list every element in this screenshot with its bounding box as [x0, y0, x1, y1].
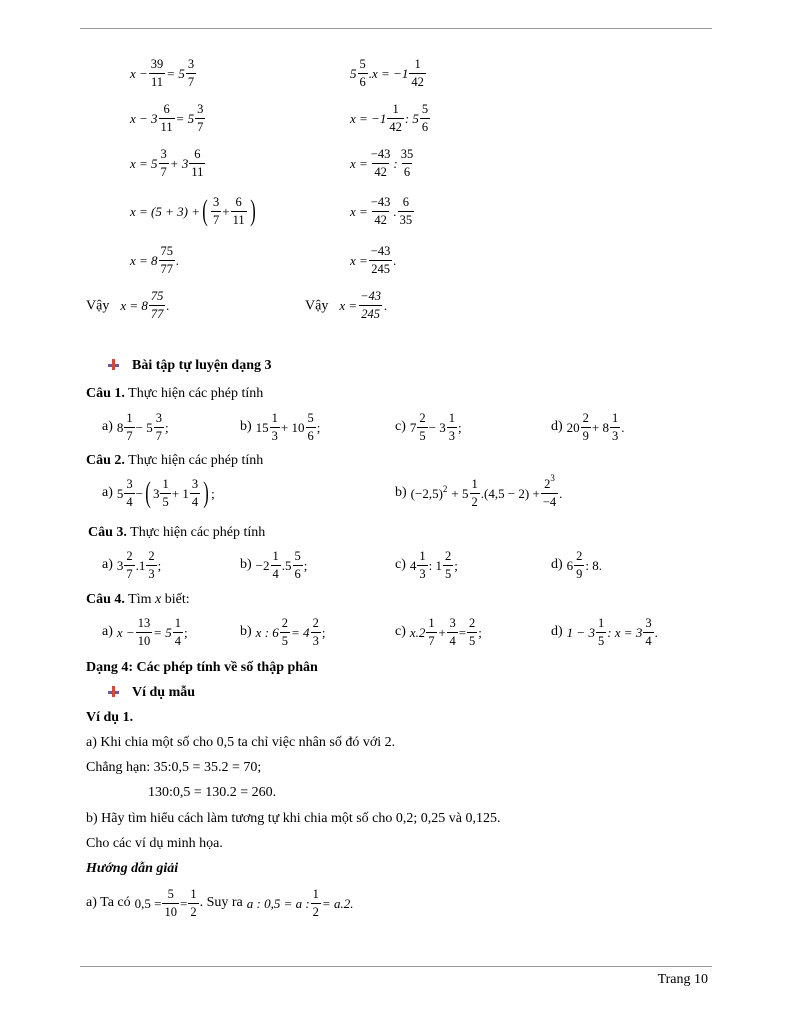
q3-item: [551, 550, 602, 580]
sample-heading-text: Ví dụ mẫu: [132, 685, 196, 700]
answer-line: [86, 888, 353, 918]
denominator: 3: [271, 428, 278, 443]
numerator: −43: [370, 244, 391, 258]
numerator: 2: [582, 411, 589, 425]
item-tag: c): [395, 557, 406, 572]
numerator: 39: [150, 57, 164, 71]
question-2-b: [395, 473, 563, 509]
math-part: x −: [130, 65, 148, 81]
math-part: .1: [135, 557, 146, 573]
math-part: ;: [321, 624, 326, 640]
math-part: 1 − 3: [566, 624, 595, 640]
math-part: x.2: [409, 624, 426, 640]
denominator: 42: [374, 164, 387, 179]
fraction: [159, 245, 176, 275]
numerator: 2: [419, 411, 426, 425]
math-part: +: [437, 624, 447, 640]
numerator: −43: [360, 289, 382, 303]
math-part: −: [135, 485, 143, 501]
fraction: [358, 290, 383, 320]
sample-heading: [108, 685, 195, 701]
numerator: −43: [370, 147, 391, 161]
numerator: 5: [359, 57, 366, 71]
item-tag: a): [102, 485, 113, 500]
math-part: +: [222, 203, 230, 219]
math-part: ;: [164, 419, 169, 435]
math-part: =: [179, 895, 188, 911]
practice-heading: [108, 358, 272, 374]
math-part: .: [559, 485, 563, 501]
numerator: 1: [271, 411, 278, 425]
fraction: $\frac{2^3}{-4}$: [542, 473, 557, 509]
q4-item: [240, 617, 325, 647]
numerator: 2: [281, 616, 289, 630]
math-part: x − 3: [130, 110, 158, 126]
math-part: .: [176, 252, 180, 268]
denominator: 245: [361, 306, 380, 321]
fraction: [643, 617, 653, 647]
math-part: x =: [350, 155, 368, 171]
denominator: 7: [428, 633, 435, 648]
example-step: [130, 103, 206, 133]
math-part: + 3: [169, 155, 189, 171]
fraction: [306, 412, 316, 442]
bullet-icon: [108, 358, 120, 370]
denominator: 6: [294, 566, 301, 581]
example-line-d: b) Hãy tìm hiểu cách làm tương tự khi chia một số cho 0,2; 0,25 và 0,125.: [86, 811, 501, 826]
numerator: 2: [576, 549, 583, 563]
math-part: ;: [457, 419, 462, 435]
question-3-text: Thực hiện các phép tính: [130, 525, 266, 540]
math-part: + 5: [451, 485, 469, 501]
numerator: 75: [150, 289, 164, 303]
numerator: 5: [307, 411, 314, 425]
math-part: : 5: [404, 110, 419, 126]
numerator: 1: [612, 411, 619, 425]
math-part: 8: [116, 419, 124, 435]
math-part: 5: [350, 65, 357, 81]
fraction: [149, 290, 166, 320]
math-part: + 8: [591, 419, 610, 435]
fraction: [369, 245, 393, 275]
fraction: [159, 103, 175, 133]
fraction: [280, 617, 290, 647]
math-part: x −: [116, 624, 135, 640]
math-part: + 10: [280, 419, 305, 435]
math-part: ;: [157, 557, 162, 573]
question-1-text: Thực hiện các phép tính: [128, 386, 264, 401]
section-4-title: Dạng 4: Các phép tính về số thập phân: [86, 660, 318, 675]
fraction: [136, 617, 153, 647]
math-part: 3: [152, 485, 160, 501]
math-part: x = −1: [350, 110, 387, 126]
fraction: [173, 617, 183, 647]
answer-mid: . Suy ra: [199, 895, 243, 910]
math-part: ;: [183, 624, 188, 640]
math-part: = 4: [291, 624, 310, 640]
numerator: 5: [421, 102, 429, 116]
fraction: [387, 103, 404, 133]
fraction: [186, 58, 196, 88]
denominator: 7: [160, 164, 167, 179]
fraction: [420, 103, 430, 133]
example-line-a: a) Khi chia một số cho 0,5 ta chỉ việc nhân số đó với 2.: [86, 735, 396, 750]
denominator: 9: [576, 566, 583, 581]
fraction: [271, 550, 281, 580]
question-2-label: Câu 2.: [86, 453, 125, 468]
denominator: 7: [197, 119, 204, 134]
math-part: x = (5 + 3) +: [130, 203, 200, 219]
denominator: 6: [359, 74, 366, 89]
question-2-text: Thực hiện các phép tính: [128, 453, 264, 468]
q1-item: [240, 412, 320, 442]
math-part: − 3: [428, 419, 446, 435]
item-tag: c): [395, 624, 406, 639]
math-part: .: [393, 252, 397, 268]
denominator: 77: [150, 306, 164, 321]
fraction: [195, 103, 205, 133]
denominator: 42: [411, 74, 424, 89]
item-tag: a): [102, 419, 113, 434]
example-step: x = (5 + 3) + ( $\frac{3}{7}$ + $\frac{6}{11}$ ): [130, 194, 256, 227]
q4-item: [395, 617, 482, 647]
numerator: 6: [402, 195, 409, 209]
denominator: 7: [187, 74, 195, 89]
item-tag: a): [102, 557, 113, 572]
fraction: [426, 617, 436, 647]
math-part: = a.2.: [321, 895, 354, 911]
fraction: [124, 550, 134, 580]
fraction: [467, 617, 477, 647]
denominator: 3: [148, 566, 155, 581]
numerator: 3: [645, 616, 652, 630]
denominator: 7: [155, 428, 162, 443]
math-part: .5: [281, 557, 292, 573]
example-line-e: Cho các ví dụ minh họa.: [86, 836, 223, 851]
numerator: 1: [428, 616, 435, 630]
fraction: [596, 617, 606, 647]
denominator: 3: [419, 566, 426, 581]
conclusion-left: [86, 290, 170, 320]
math-part: ;: [454, 557, 458, 573]
denominator: 245: [371, 261, 390, 276]
fraction: [417, 412, 427, 442]
denominator: 5: [597, 633, 605, 648]
q3-item: [102, 550, 161, 580]
numerator: 2: [126, 549, 133, 563]
conclusion-label: Vậy: [86, 298, 110, 314]
math-part: : 1: [428, 557, 443, 573]
question-4-text: Tìm: [128, 592, 152, 607]
math-part: 5: [116, 485, 124, 501]
math-part: (−2,5): [410, 485, 443, 501]
numerator: 1: [448, 411, 455, 425]
bullet-icon: [108, 685, 120, 697]
numerator: 1: [392, 102, 399, 116]
denominator: 10: [137, 633, 151, 648]
numerator: 6: [235, 195, 242, 209]
denominator: 5: [281, 633, 289, 648]
math-part: .: [384, 297, 388, 313]
fraction: [149, 58, 166, 88]
fraction: [447, 617, 457, 647]
numerator: 2: [469, 616, 476, 630]
math-part: 0,5 =: [134, 895, 162, 911]
conclusion-label: Vậy: [305, 298, 329, 314]
numerator: 13: [137, 616, 151, 630]
math-part: : x = 3: [607, 624, 643, 640]
numerator: 75: [160, 244, 174, 258]
question-1-label: Câu 1.: [86, 386, 125, 401]
fraction: 1 2: [471, 477, 478, 509]
numerator: 3: [197, 102, 204, 116]
practice-heading-text: Bài tập tự luyện dạng 3: [132, 358, 272, 373]
numerator: 2: [445, 549, 452, 563]
denominator: 5: [419, 428, 426, 443]
numerator: 2: [312, 616, 319, 630]
math-part: ;: [316, 419, 321, 435]
denominator: 9: [582, 428, 589, 443]
fraction: 3 4: [126, 477, 133, 509]
fraction: [358, 58, 368, 88]
example-line-b: Chẳng hạn: 35:0,5 = 35.2 = 70;: [86, 760, 262, 775]
guide-heading: Hướng dẫn giải: [86, 861, 179, 876]
numerator: 35: [400, 147, 414, 161]
example-step: [350, 103, 431, 133]
fraction: [124, 412, 134, 442]
denominator: 42: [374, 212, 387, 227]
math-part: : 8.: [585, 557, 603, 573]
math-part: ;: [303, 557, 308, 573]
denominator: 4: [645, 633, 652, 648]
fraction: [293, 550, 303, 580]
q3-item: [240, 550, 307, 580]
math-part: a : 0,5 = a :: [246, 895, 310, 911]
math-part: x = 5: [130, 155, 158, 171]
q1-item: [551, 412, 625, 442]
example-step: [350, 245, 397, 275]
math-part: 7: [409, 419, 417, 435]
numerator: 6: [194, 147, 201, 161]
math-part: ;: [478, 624, 482, 640]
math-part: = 5: [175, 110, 195, 126]
math-part: 6: [566, 557, 574, 573]
page-number: Trang 10: [657, 972, 708, 987]
question-4-var: x: [155, 592, 162, 607]
math-part: −2: [255, 557, 270, 573]
item-tag: b): [240, 557, 252, 572]
fraction: [447, 412, 457, 442]
math-part: .: [621, 419, 625, 435]
numerator: −43: [370, 195, 391, 209]
item-tag: a): [102, 624, 113, 639]
question-1: [86, 386, 263, 402]
question-4-text2: biết:: [164, 592, 190, 607]
math-part: .x = −1: [368, 65, 409, 81]
math-part: =: [458, 624, 467, 640]
question-2: [86, 453, 263, 469]
example-line-c: 130:0,5 = 130.2 = 260.: [148, 785, 277, 800]
fraction: [154, 412, 164, 442]
conclusion-left-math: [120, 290, 169, 320]
numerator: 3: [449, 616, 456, 630]
item-tag: b): [395, 485, 407, 500]
math-part: ;: [211, 485, 215, 501]
denominator: 3: [312, 633, 319, 648]
fraction: [231, 196, 247, 226]
example-label: Ví dụ 1.: [86, 710, 134, 725]
fraction: [270, 412, 280, 442]
fraction: [159, 148, 169, 178]
footer-rule: [80, 966, 712, 967]
fraction: 1 5: [162, 477, 169, 509]
fraction: [189, 148, 205, 178]
numerator: 3: [187, 57, 195, 71]
answer-pre: a) Ta có: [86, 895, 131, 910]
question-3: [88, 525, 265, 541]
q1-item: [395, 412, 462, 442]
math-part: = 5: [153, 624, 172, 640]
fraction: [311, 617, 321, 647]
denominator: 77: [160, 261, 174, 276]
denominator: 5: [445, 566, 452, 581]
numerator: 2: [148, 549, 155, 563]
denominator: 6: [421, 119, 429, 134]
math-part: .: [393, 203, 397, 219]
math-part: :: [393, 155, 398, 171]
numerator: 1: [126, 411, 133, 425]
item-tag: d): [551, 557, 563, 572]
numerator: 1: [272, 549, 279, 563]
math-part: x : 6: [255, 624, 279, 640]
numerator: 1: [414, 57, 421, 71]
item-tag: d): [551, 419, 563, 434]
item-tag: c): [395, 419, 406, 434]
example-step: [350, 148, 416, 178]
math-part: .: [654, 624, 658, 640]
q4-item: [551, 617, 658, 647]
math-part: − 5: [135, 419, 153, 435]
denominator: 7: [126, 428, 133, 443]
example-step: [130, 148, 206, 178]
denominator: 6: [307, 428, 314, 443]
denominator: 4: [174, 633, 181, 648]
fraction: [417, 550, 427, 580]
numerator: 1: [597, 616, 605, 630]
numerator: 1: [419, 549, 426, 563]
item-tag: b): [240, 624, 252, 639]
q4-item: [102, 617, 188, 647]
denominator: 7: [126, 566, 133, 581]
fraction: [443, 550, 453, 580]
fraction: [146, 550, 156, 580]
item-tag: b): [240, 419, 252, 434]
fraction: [398, 196, 415, 226]
math-part: + 1: [171, 485, 189, 501]
denominator: 4: [449, 633, 456, 648]
fraction: [574, 550, 584, 580]
math-part: x = 8: [120, 297, 148, 313]
fraction: [211, 196, 221, 226]
numerator: 3: [155, 411, 162, 425]
fraction: [369, 196, 393, 226]
numerator: 3: [160, 147, 167, 161]
denominator: 42: [389, 119, 402, 134]
denominator: 4: [272, 566, 279, 581]
fraction: [581, 412, 591, 442]
numerator: 5: [294, 549, 301, 563]
conclusion-right-math: [339, 290, 387, 320]
example-step: [350, 58, 427, 88]
example-step: [350, 196, 415, 226]
q1-item: [102, 412, 169, 442]
fraction: [399, 148, 416, 178]
fraction: [409, 58, 426, 88]
question-3-label: Câu 3.: [88, 525, 127, 540]
math-part: x = 8: [130, 252, 158, 268]
math-part: x =: [339, 297, 358, 313]
example-step: [130, 58, 197, 88]
math-part: 15: [255, 419, 269, 435]
fraction: $\frac{1}{2}$: [190, 887, 197, 919]
fraction: $\frac{1}{2}$: [312, 887, 319, 919]
conclusion-right: [305, 290, 387, 320]
q3-item: [395, 550, 458, 580]
math-part: x =: [350, 252, 368, 268]
math-part: x =: [350, 203, 368, 219]
denominator: 3: [612, 428, 619, 443]
math-part: 3: [116, 557, 124, 573]
fraction: $\frac{5}{10}$: [164, 887, 177, 919]
math-part: = 5: [166, 65, 185, 81]
denominator: 7: [213, 212, 220, 227]
denominator: 5: [469, 633, 476, 648]
math-part: .(4,5 − 2) +: [480, 485, 540, 501]
math-part: .: [166, 297, 170, 313]
question-4: [86, 592, 190, 608]
math-part: 4: [409, 557, 417, 573]
denominator: 11: [151, 74, 164, 89]
example-step: [130, 245, 179, 275]
numerator: 3: [213, 195, 220, 209]
question-4-label: Câu 4.: [86, 592, 125, 607]
denominator: 11: [160, 119, 173, 134]
numerator: 1: [174, 616, 181, 630]
item-tag: d): [551, 624, 563, 639]
denominator: 35: [399, 212, 413, 227]
header-rule: [80, 28, 712, 29]
denominator: 11: [232, 212, 245, 227]
fraction: [369, 148, 393, 178]
denominator: 6: [403, 164, 411, 179]
exponent: 2: [442, 483, 448, 494]
question-2-a: a) 5 3 4 − ( 3 1 5 + 1 3 4 ) ;: [102, 476, 215, 509]
numerator: 6: [163, 102, 170, 116]
fraction: 3 4: [191, 477, 199, 509]
denominator: 11: [191, 164, 204, 179]
math-part: 20: [566, 419, 580, 435]
fraction: [610, 412, 620, 442]
denominator: 3: [448, 428, 455, 443]
